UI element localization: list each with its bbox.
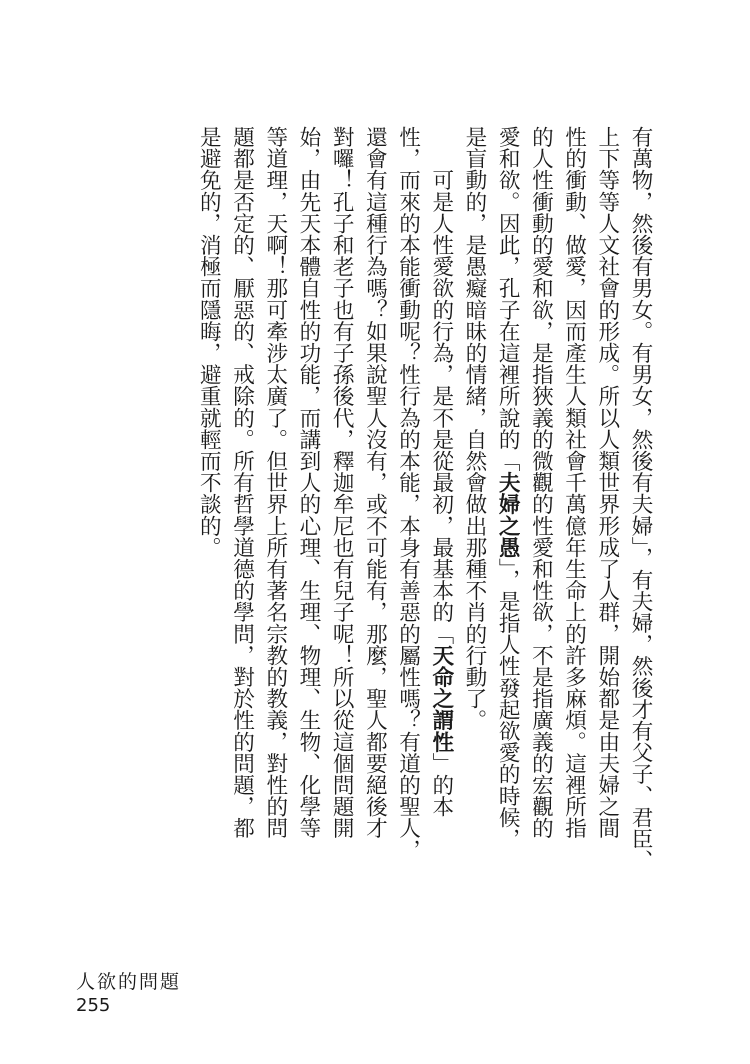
text-column [425, 126, 458, 916]
text-column [557, 126, 590, 916]
page-number: 255 [76, 995, 111, 1016]
text-column [358, 126, 391, 916]
text-column [259, 126, 292, 916]
text-segment: 對囉！孔子和老子也有子孫後代，釋迦牟尼也有兒子呢！所以從這個問題開 [329, 126, 355, 839]
text-segment: 是盲動的，是愚癡暗昧的情緒，自然會做出那種不肖的行動了。 [461, 126, 487, 731]
text-column [524, 126, 557, 916]
text-segment: 始，由先天本體自性的功能，而講到人的心理、生理、物理、生物、化學等 [295, 126, 321, 839]
text-segment: 」，是指人性發起欲愛的時候， [495, 558, 521, 850]
text-segment: 」的本 [428, 752, 454, 818]
text-column [391, 126, 424, 916]
text-segment: 的人性衝動的愛和欲，是指狹義的微觀的性愛和性欲，不是指廣義的宏觀的 [528, 126, 554, 839]
text-column [325, 126, 358, 916]
text-column [458, 126, 491, 916]
page-footer [76, 970, 181, 1018]
text-column [292, 126, 325, 916]
text-segment: 性，而來的本能衝動呢？性行為的本能，本身有善惡的屬性嗎？有道的聖人， [395, 126, 421, 861]
text-segment: 等道理，天啊！那可牽涉太廣了。但世界上所有著名宗教的教義，對性的問 [262, 126, 288, 839]
running-title: 人欲的問題 [76, 971, 182, 993]
emphasized-quote: 夫婦之愚 [495, 471, 521, 559]
text-segment: 還會有這種行為嗎？如果說聖人沒有，或不可能有，那麼，聖人都要絕後才 [362, 126, 388, 839]
vertical-text-body [192, 126, 657, 916]
text-segment: 愛和欲。因此，孔子在這裡所說的「 [495, 126, 521, 472]
text-segment: 上下等等人文社會的形成。所以人類世界形成了人群，開始都是由夫婦之間 [594, 126, 620, 839]
text-column [225, 126, 258, 916]
text-column [591, 126, 624, 916]
text-segment: 可是人性愛欲的行為，是不是從最初，最基本的「 [428, 126, 454, 645]
text-column [491, 126, 524, 916]
text-segment: 性的衝動、做愛，因而產生人類社會千萬億年生命上的許多麻煩。這裡所指 [561, 126, 587, 839]
text-column [624, 126, 657, 916]
text-segment: 題都是否定的、厭惡的、戒除的。所有哲學道德的學問，對於性的問題，都 [229, 126, 255, 839]
text-segment: 是避免的，消極而隱晦，避重就輕而不談的。 [196, 126, 222, 558]
emphasized-quote: 天命之謂性 [428, 644, 454, 753]
text-column [192, 126, 225, 916]
text-segment: 有萬物，然後有男女。有男女，然後有夫婦」，有夫婦，然後才有父子、君臣、 [628, 126, 653, 872]
